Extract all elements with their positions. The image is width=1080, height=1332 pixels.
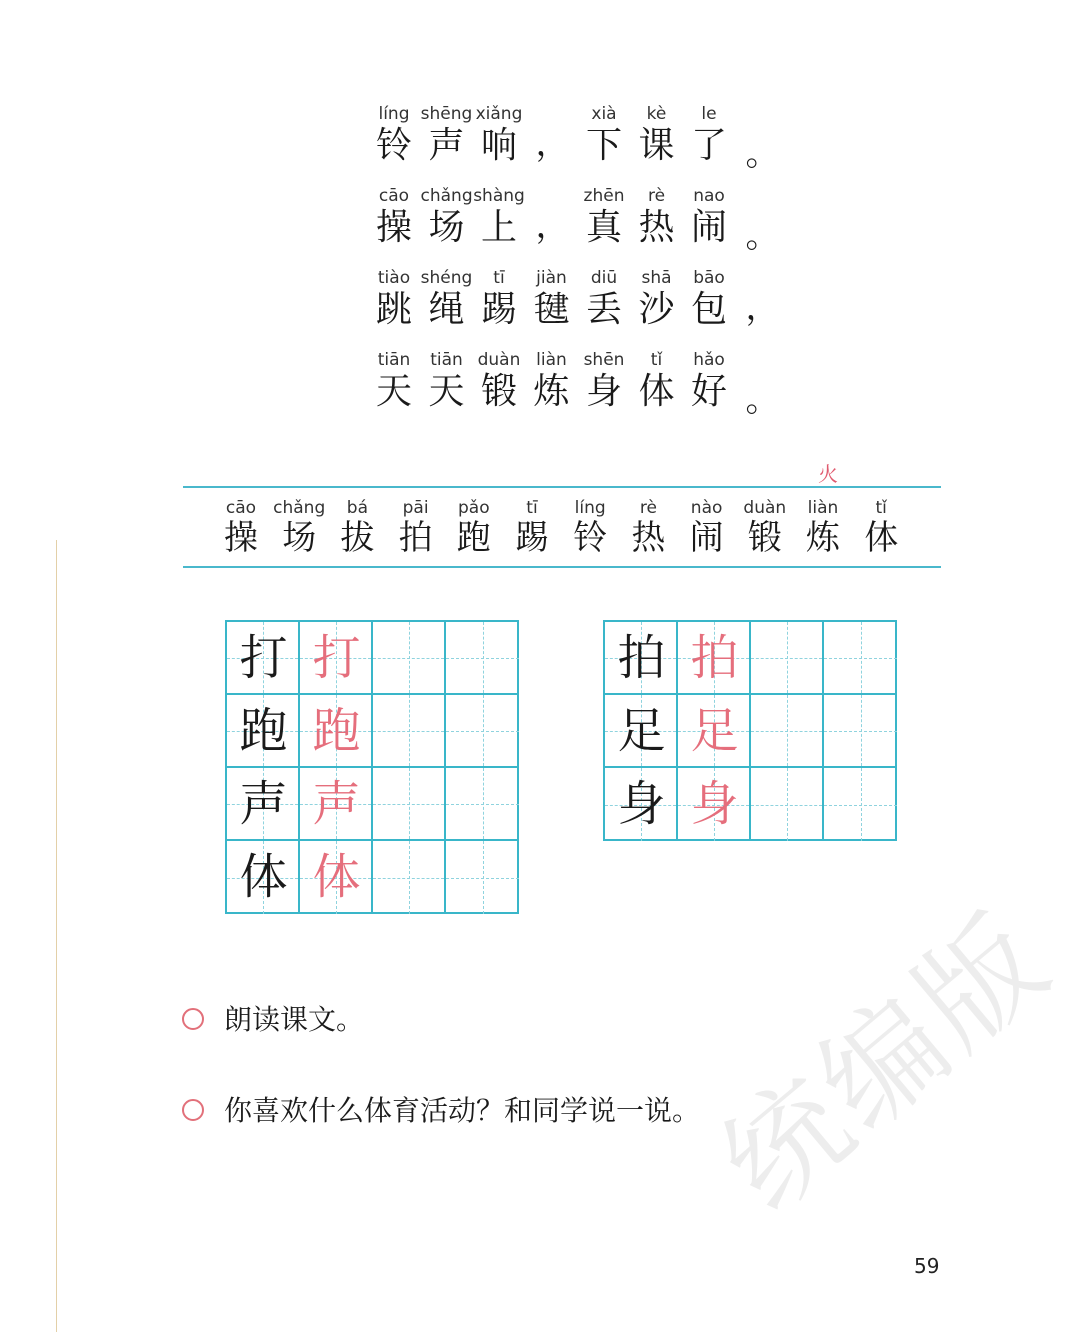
hanzi: 炼 <box>806 518 840 558</box>
pinyin: tiào <box>377 268 411 288</box>
grid-cell <box>446 768 519 841</box>
grid-cell <box>300 622 373 695</box>
pinyin: duàn <box>477 350 521 370</box>
hanzi: 跳 <box>375 289 412 330</box>
writing-grid-left <box>225 620 519 914</box>
grid-cell <box>605 695 678 768</box>
pinyin: shēng <box>420 104 473 124</box>
hanzi: 热 <box>631 518 666 558</box>
vocab-bottom-rule <box>183 566 941 568</box>
poem-punctuation: 。 <box>745 380 780 420</box>
grid-cell <box>751 768 824 841</box>
hanzi: 操 <box>224 518 258 558</box>
hanzi: 炼 <box>533 371 570 412</box>
pinyin: shàng <box>473 186 525 206</box>
hanzi: 铃 <box>573 518 608 558</box>
watermark: 统编版 <box>697 887 1077 1238</box>
pinyin: xiǎng <box>475 104 523 124</box>
tracing-char: 足 <box>690 703 739 759</box>
hanzi: 闹 <box>690 207 727 248</box>
hanzi: 锻 <box>480 371 517 412</box>
grid-cell <box>751 622 824 695</box>
grid-cell <box>227 695 300 768</box>
pinyin: tǐ <box>875 498 887 518</box>
pinyin: tiān <box>430 350 463 370</box>
model-char: 跑 <box>239 703 288 759</box>
pinyin: le <box>701 104 717 124</box>
grid-cell <box>824 695 897 768</box>
pinyin: jiàn <box>536 268 567 288</box>
pinyin: xià <box>591 104 617 124</box>
grid-cell <box>227 768 300 841</box>
pinyin: pǎo <box>457 498 490 518</box>
hanzi: 天 <box>375 371 412 412</box>
grid-cell <box>373 768 446 841</box>
pinyin: líng <box>574 498 606 518</box>
task-text: 你喜欢什么体育活动？和同学说一说。 <box>224 1094 701 1127</box>
tracing-char: 打 <box>312 630 361 686</box>
hanzi: 绳 <box>428 289 465 330</box>
hanzi: 拔 <box>340 518 375 558</box>
pinyin: cāo <box>378 186 410 206</box>
grid-cell <box>373 841 446 914</box>
pinyin: chǎng <box>420 186 473 206</box>
pinyin: nào <box>690 498 723 518</box>
pinyin: liàn <box>807 498 839 518</box>
hanzi: 踢 <box>515 518 549 558</box>
hanzi: 体 <box>638 371 675 412</box>
pinyin: shēn <box>583 350 625 370</box>
model-char: 拍 <box>617 630 666 686</box>
hanzi: 了 <box>690 125 727 166</box>
model-char: 身 <box>617 776 666 832</box>
pinyin: shéng <box>420 268 473 288</box>
grid-cell <box>824 768 897 841</box>
tracing-char: 跑 <box>312 703 361 759</box>
pinyin: tǐ <box>650 350 663 370</box>
hanzi: 铃 <box>375 125 412 166</box>
tracing-char: 身 <box>690 776 739 832</box>
grid-cell <box>300 841 373 914</box>
hanzi: 操 <box>375 207 412 248</box>
hanzi: 拍 <box>398 518 433 558</box>
hanzi: 热 <box>638 207 675 248</box>
tracing-char: 声 <box>312 776 361 832</box>
hanzi: 闹 <box>689 518 724 558</box>
pinyin: duàn <box>743 498 787 518</box>
pinyin: cāo <box>225 498 257 518</box>
pinyin: líng <box>378 104 410 124</box>
hanzi: 场 <box>282 518 317 558</box>
hanzi: 真 <box>585 207 622 248</box>
hanzi: 课 <box>638 125 675 166</box>
pinyin: tī <box>493 268 505 288</box>
circle-icon <box>182 1099 204 1121</box>
poem-punctuation: 。 <box>745 216 780 256</box>
hanzi: 锻 <box>747 518 782 558</box>
hanzi: 声 <box>428 125 465 166</box>
hanzi: 身 <box>585 371 622 412</box>
hanzi: 场 <box>428 207 465 248</box>
pinyin: chǎng <box>273 498 326 518</box>
hanzi: 踢 <box>480 289 517 330</box>
grid-cell <box>678 695 751 768</box>
writing-grid-right <box>603 620 897 841</box>
hanzi: 丢 <box>585 289 622 330</box>
model-char: 声 <box>239 776 288 832</box>
hanzi: 包 <box>690 289 727 330</box>
hanzi: 响 <box>480 125 517 166</box>
poem-punctuation: ， <box>535 206 570 246</box>
pinyin: nao <box>693 186 725 206</box>
grid-cell <box>678 768 751 841</box>
grid-cell <box>678 622 751 695</box>
grid-cell <box>373 695 446 768</box>
hanzi: 好 <box>690 371 727 412</box>
tracing-char: 体 <box>312 849 361 905</box>
model-char: 足 <box>617 703 666 759</box>
pinyin: hǎo <box>693 350 725 370</box>
pinyin: diū <box>590 268 618 288</box>
grid-cell <box>373 622 446 695</box>
pinyin: bá <box>346 498 368 518</box>
grid-cell <box>446 695 519 768</box>
hanzi: 毽 <box>533 289 570 330</box>
model-char: 打 <box>239 630 288 686</box>
grid-cell <box>300 695 373 768</box>
pinyin: rè <box>647 186 666 206</box>
grid-cell <box>751 695 824 768</box>
poem-punctuation: 。 <box>745 134 780 174</box>
pinyin: tī <box>526 498 538 518</box>
poem-punctuation: ， <box>745 288 780 328</box>
model-char: 体 <box>239 849 288 905</box>
grid-cell <box>300 768 373 841</box>
grid-cell <box>227 841 300 914</box>
hanzi: 上 <box>480 207 517 248</box>
grid-cell <box>605 622 678 695</box>
pinyin: kè <box>646 104 667 124</box>
pinyin: tiān <box>377 350 411 370</box>
page-margin-rule <box>56 540 57 1332</box>
grid-cell <box>605 768 678 841</box>
hanzi: 跑 <box>456 518 491 558</box>
pinyin: liàn <box>536 350 567 370</box>
hanzi: 天 <box>428 371 465 412</box>
hanzi: 体 <box>864 518 899 558</box>
hanzi: 沙 <box>638 289 675 330</box>
grid-cell <box>446 841 519 914</box>
grid-cell <box>227 622 300 695</box>
hanzi: 下 <box>585 125 622 166</box>
grid-cell <box>824 622 897 695</box>
circle-icon <box>182 1008 204 1030</box>
task-text: 朗读课文。 <box>224 1003 365 1036</box>
pinyin: zhēn <box>583 186 625 206</box>
grid-cell <box>446 622 519 695</box>
vocab-radical-mark: 火 <box>818 462 838 486</box>
pinyin: bāo <box>693 268 725 288</box>
poem-punctuation: ， <box>535 124 570 164</box>
pinyin: pāi <box>402 498 429 518</box>
pinyin: rè <box>639 498 657 518</box>
tracing-char: 拍 <box>690 630 739 686</box>
page-number: 59 <box>914 1254 940 1278</box>
pinyin: shā <box>641 268 672 288</box>
